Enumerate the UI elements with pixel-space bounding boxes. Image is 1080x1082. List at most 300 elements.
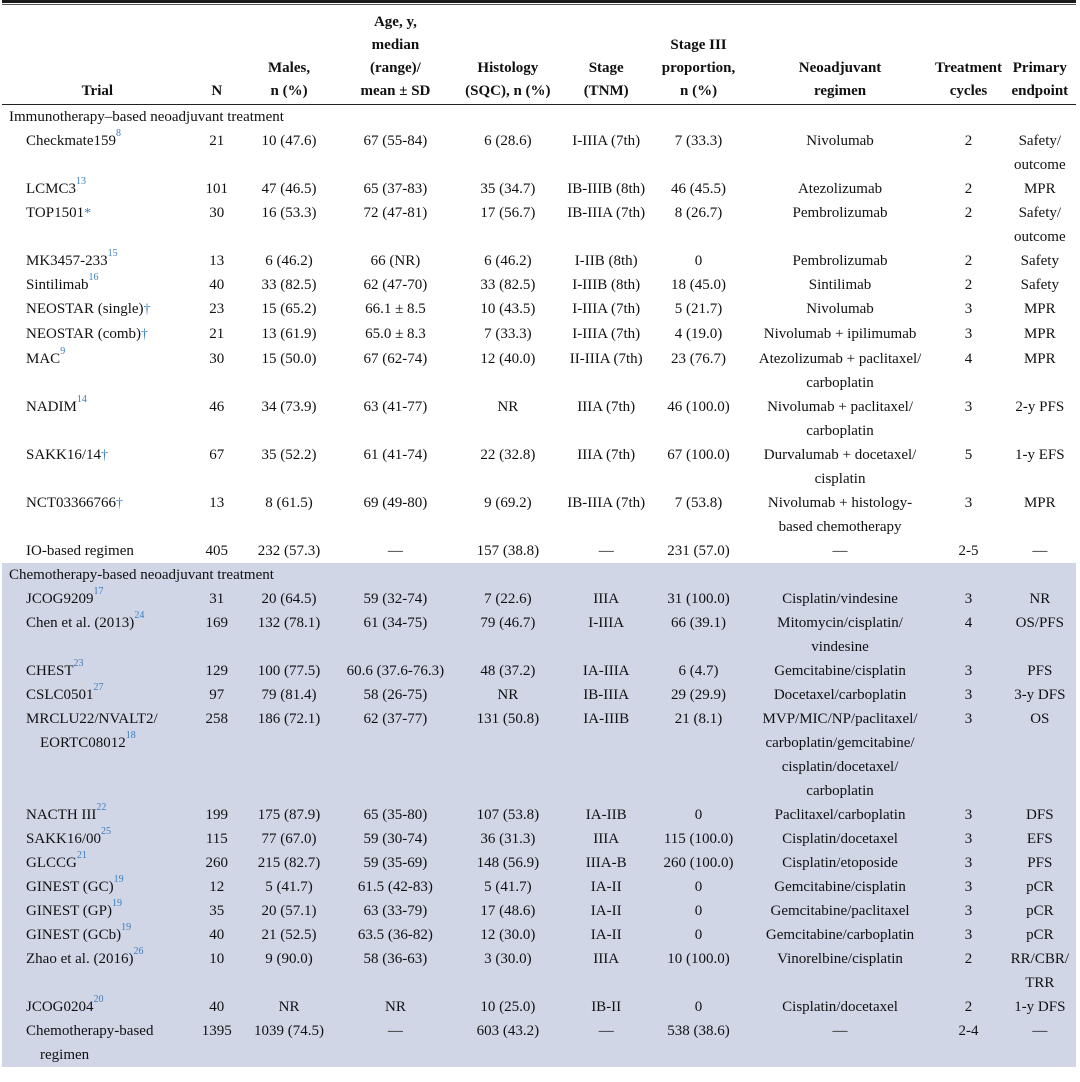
cell-males: 8 (61.5): [265, 494, 313, 511]
cell-males: NR: [241, 995, 337, 1019]
trial-name: MRCLU22/NVALT2/ EORTC08012$^{18}$: [2, 707, 193, 803]
cell-histology: 6 (46.2): [484, 252, 532, 269]
cell-stage3: 115 (100.0): [650, 827, 746, 851]
cell-stage: IA-II: [562, 899, 650, 923]
table-row: [2, 273, 1076, 297]
trial-name: Chen et al. $(2013)^{24}$: [2, 611, 193, 659]
cell-males: 15 (65.2): [261, 300, 317, 317]
section-title: Chemotherapy-based neoadjuvant treatment: [2, 563, 1076, 587]
cell-stage: —: [562, 1019, 650, 1067]
cell-endpoint: Safety/ outcome: [1013, 204, 1066, 245]
cell-endpoint: —: [1032, 542, 1048, 559]
cell-stage: I-IIIA: [562, 611, 650, 659]
cell-regimen: Paclitaxel/carboplatin: [747, 803, 934, 827]
cell-endpoint: —: [1004, 1019, 1076, 1067]
cell-cycles: 3: [933, 587, 1003, 611]
table-row: [2, 683, 1076, 707]
cell-regimen: Pembrolizumab: [792, 204, 888, 221]
cell-stage: IIIA (7th): [577, 446, 636, 463]
io-section: [2, 104, 1076, 563]
cell-cycles: 2-5: [958, 542, 979, 559]
cell-endpoint: MPR: [1023, 494, 1056, 511]
cell-n: 260: [193, 851, 241, 875]
cell-age: 67 (55-84): [363, 132, 428, 149]
cell-males: 9 (90.0): [241, 947, 337, 995]
cell-stage3: 10 (100.0): [650, 947, 746, 995]
cell-endpoint: RR/CBR/ TRR: [1004, 947, 1076, 995]
cell-stage3: 0: [650, 995, 746, 1019]
cell-stage3: 0: [650, 923, 746, 947]
cell-cycles: 2: [933, 995, 1003, 1019]
cell-age: 65.0 ± 8.3: [365, 325, 426, 342]
cell-n: 40: [193, 923, 241, 947]
cell-age: 66.1 ± 8.5: [365, 300, 426, 317]
header-histology: Histology (SQC), n (%): [465, 59, 551, 99]
cell-cycles: 3: [933, 683, 1003, 707]
cell-cycles: 2: [964, 132, 973, 149]
cell-age: 72 (47-81): [363, 204, 428, 221]
trial-name: GLCCG$^{21}$: [2, 851, 193, 875]
cell-stage3: 6 (4.7): [650, 659, 746, 683]
cell-age: 63 (41-77): [363, 398, 428, 415]
cell-stage: IB-IIIA: [562, 683, 650, 707]
cell-histology: 603 (43.2): [454, 1019, 562, 1067]
cell-n: 1395: [193, 1019, 241, 1067]
cell-stage3: 7 (33.3): [674, 132, 723, 149]
table-row: [2, 443, 1076, 491]
cell-regimen: Atezolizumab: [797, 180, 883, 197]
cell-regimen: Gemcitabine/cisplatin: [747, 659, 934, 683]
cell-regimen: Cisplatin/docetaxel: [747, 827, 934, 851]
cell-age: 66 (NR): [370, 252, 421, 269]
cell-stage: IA-IIIA: [562, 659, 650, 683]
trial-name: GINEST (GCb)$^{19}$: [2, 923, 193, 947]
cell-regimen: —: [747, 1019, 934, 1067]
cell-age: 63 (33-79): [337, 899, 453, 923]
table-row: [2, 322, 1076, 347]
cell-stage3: 4 (19.0): [674, 325, 723, 342]
cell-n: 10: [193, 947, 241, 995]
cell-histology: 131 (50.8): [454, 707, 562, 803]
cell-n: 97: [193, 683, 241, 707]
cell-regimen: Nivolumab: [806, 132, 874, 149]
cell-regimen: Cisplatin/docetaxel: [747, 995, 934, 1019]
cell-endpoint: 2-y PFS: [1015, 398, 1065, 415]
cell-regimen: Gemcitabine/cisplatin: [747, 875, 934, 899]
section-title: Immunotherapy–based neoadjuvant treatment: [9, 108, 284, 125]
cell-endpoint: PFS: [1004, 659, 1076, 683]
cell-age: 59 (30-74): [337, 827, 453, 851]
trial-name: NADIM$^{14}$: [26, 393, 87, 415]
cell-histology: 17 (56.7): [480, 204, 536, 221]
table-row: [2, 923, 1076, 947]
cell-regimen: Gemcitabine/carboplatin: [747, 923, 934, 947]
cell-n: 40: [209, 276, 225, 293]
cell-age: NR: [337, 995, 453, 1019]
section-row: [2, 563, 1076, 587]
cell-histology: 157 (38.8): [476, 542, 540, 559]
cell-age: 65 (37-83): [363, 180, 428, 197]
trial-name: SAKK16/14†: [26, 446, 109, 463]
cell-endpoint: MPR: [1023, 180, 1056, 197]
cell-n: 12: [193, 875, 241, 899]
table-row: [2, 129, 1076, 177]
trial-name: NEOSTAR (single)†: [26, 300, 151, 317]
cell-males: 100 (77.5): [241, 659, 337, 683]
cell-histology: 79 (46.7): [454, 611, 562, 659]
trial-name: $LCMC3^{13}$: [26, 175, 87, 197]
cell-regimen: Nivolumab + ipilimumab: [763, 325, 917, 342]
table-row: [2, 587, 1076, 611]
cell-histology: NR: [497, 398, 519, 415]
cell-males: 77 (67.0): [241, 827, 337, 851]
cell-stage: II-IIIA (7th): [569, 350, 643, 367]
cell-age: 61.5 (42-83): [337, 875, 453, 899]
cell-histology: 10 (25.0): [454, 995, 562, 1019]
cell-males: 232 (57.3): [257, 542, 321, 559]
cell-age: 59 (32-74): [337, 587, 453, 611]
table-row: [2, 995, 1076, 1019]
cell-stage: IA-II: [562, 875, 650, 899]
cell-n: 405: [205, 542, 229, 559]
cell-n: 13: [209, 252, 225, 269]
trial-name: NEOSTAR (comb)†: [26, 325, 149, 342]
cell-cycles: 3: [933, 875, 1003, 899]
cell-cycles: 4: [933, 611, 1003, 659]
cell-males: 6 (46.2): [265, 252, 313, 269]
cell-n: 30: [209, 350, 225, 367]
trial-name: CSLC0501$^{27}$: [2, 683, 193, 707]
cell-n: 258: [193, 707, 241, 803]
trial-name: Zhao et al. $(2016)^{26}$: [2, 947, 193, 995]
cell-histology: 22 (32.8): [480, 446, 536, 463]
cell-age: 63.5 (36-82): [337, 923, 453, 947]
cell-stage: IIIA-B: [562, 851, 650, 875]
table-row: [2, 803, 1076, 827]
cell-histology: 33 (82.5): [480, 276, 536, 293]
cell-endpoint: MPR: [1023, 300, 1056, 317]
cell-n: 101: [205, 180, 229, 197]
cell-endpoint: 1-y DFS: [1004, 995, 1076, 1019]
cell-males: 132 (78.1): [241, 611, 337, 659]
cell-cycles: 3: [933, 899, 1003, 923]
header-age: Age, y, median (range)/ mean ± SD: [360, 13, 431, 99]
table-header: [2, 8, 1076, 104]
cell-n: 21: [209, 132, 225, 149]
table-row: [2, 611, 1076, 659]
cell-age: 69 (49-80): [363, 494, 428, 511]
cell-age: 61 (34-75): [337, 611, 453, 659]
cell-histology: 7 (22.6): [454, 587, 562, 611]
header-males: Males, n (%): [268, 59, 311, 99]
cell-males: 79 (81.4): [241, 683, 337, 707]
cell-males: 175 (87.9): [241, 803, 337, 827]
cell-endpoint: EFS: [1004, 827, 1076, 851]
cell-endpoint: MPR: [1023, 350, 1056, 367]
cell-cycles: 3: [964, 398, 973, 415]
cell-stage3: 67 (100.0): [667, 446, 730, 463]
cell-regimen: Docetaxel/carboplatin: [747, 683, 934, 707]
cell-n: 30: [209, 204, 225, 221]
cell-histology: 107 (53.8): [454, 803, 562, 827]
cell-regimen: Nivolumab: [806, 300, 874, 317]
summary-row: [2, 1019, 1076, 1067]
cell-stage3: 7 (53.8): [674, 494, 723, 511]
cell-stage: IB-IIIB (8th): [567, 180, 646, 197]
chemo-section: [2, 563, 1076, 1067]
cell-stage: I-IIIA (7th): [572, 300, 641, 317]
table-row: [2, 177, 1076, 201]
cell-stage3: 46 (45.5): [671, 180, 727, 197]
cell-histology: 12 (40.0): [480, 350, 536, 367]
cell-regimen: Atezolizumab + paclitaxel/ carboplatin: [758, 350, 922, 391]
cell-endpoint: OS/PFS: [1004, 611, 1076, 659]
cell-n: 67: [209, 446, 225, 463]
cell-endpoint: 3-y DFS: [1004, 683, 1076, 707]
cell-endpoint: PFS: [1004, 851, 1076, 875]
trial-name: $MK3457-233^{15}$: [26, 247, 118, 269]
cell-males: 33 (82.5): [261, 276, 317, 293]
cell-males: 16 (53.3): [261, 204, 317, 221]
cell-cycles: 2-4: [933, 1019, 1003, 1067]
cell-stage: IB-IIIA (7th): [567, 494, 646, 511]
cell-stage3: 260 (100.0): [650, 851, 746, 875]
cell-cycles: 2: [964, 204, 973, 221]
cell-stage3: 5 (21.7): [674, 300, 723, 317]
top-rule-thin: [2, 4, 1076, 5]
cell-n: 199: [193, 803, 241, 827]
cell-n: 115: [193, 827, 241, 851]
cell-males: 10 (47.6): [261, 132, 317, 149]
header-stage: Stage (TNM): [583, 59, 629, 99]
cell-endpoint: Safety: [1020, 276, 1059, 293]
header-cycles: Treatment cycles: [935, 59, 1002, 99]
trial-name: MAC$^9$: [26, 345, 66, 367]
trial-name: JCOG9209$^{17}$: [2, 587, 193, 611]
cell-males: 35 (52.2): [261, 446, 317, 463]
cell-regimen: Gemcitabine/paclitaxel: [747, 899, 934, 923]
cell-stage3: 29 (29.9): [650, 683, 746, 707]
cell-histology: 36 (31.3): [454, 827, 562, 851]
cell-n: 13: [209, 494, 225, 511]
cell-histology: 35 (34.7): [480, 180, 536, 197]
cell-stage3: 0: [650, 899, 746, 923]
cell-males: 20 (57.1): [241, 899, 337, 923]
cell-stage3: 66 (39.1): [650, 611, 746, 659]
trial-name: $Checkmate159^8$: [26, 127, 121, 149]
cell-endpoint: pCR: [1004, 923, 1076, 947]
cell-histology: 7 (33.3): [484, 325, 532, 342]
trial-name: GINEST (GC)$^{19}$: [2, 875, 193, 899]
cell-histology: 9 (69.2): [484, 494, 532, 511]
cell-stage3: 46 (100.0): [667, 398, 730, 415]
cell-males: 186 (72.1): [241, 707, 337, 803]
cell-stage: IIIA: [562, 947, 650, 995]
cell-age: —: [337, 1019, 453, 1067]
cell-histology: 10 (43.5): [480, 300, 536, 317]
cell-cycles: 3: [964, 300, 973, 317]
trial-name: Sintilimab$^{16}$: [26, 271, 99, 293]
cell-cycles: 3: [964, 494, 973, 511]
cell-cycles: 3: [933, 923, 1003, 947]
cell-stage: IA-IIB: [562, 803, 650, 827]
trial-name: IO-based regimen: [26, 542, 134, 559]
trial-name: TOP1501*: [26, 204, 92, 221]
cell-stage: I-IIIA (7th): [572, 325, 641, 342]
trial-name: $SAKK16/00^{25}$: [2, 827, 193, 851]
cell-age: 58 (26-75): [337, 683, 453, 707]
cell-n: 129: [193, 659, 241, 683]
cell-n: 46: [209, 398, 225, 415]
trials-table: [2, 8, 1076, 1067]
section-row: [2, 104, 1076, 129]
table-row: [2, 395, 1076, 443]
cell-stage: IB-II: [562, 995, 650, 1019]
cell-cycles: 2: [964, 276, 973, 293]
cell-stage3: 231 (57.0): [667, 542, 730, 559]
cell-stage3: 8 (26.7): [674, 204, 723, 221]
cell-age: 62 (37-77): [337, 707, 453, 803]
cell-cycles: 3: [933, 827, 1003, 851]
cell-regimen: Sintilimab: [808, 276, 872, 293]
cell-endpoint: pCR: [1004, 875, 1076, 899]
table-row: [2, 297, 1076, 322]
table-row: [2, 347, 1076, 395]
cell-regimen: MVP/MIC/NP/paclitaxel/ carboplatin/gemcitabine/ cisplatin/docetaxel/ carboplatin: [747, 707, 934, 803]
cell-age: 67 (62-74): [363, 350, 428, 367]
cell-males: 47 (46.5): [261, 180, 317, 197]
cell-cycles: 3: [964, 325, 973, 342]
cell-endpoint: NR: [1004, 587, 1076, 611]
cell-regimen: Vinorelbine/cisplatin: [747, 947, 934, 995]
cell-age: 62 (47-70): [363, 276, 428, 293]
cell-n: 23: [209, 300, 225, 317]
cell-n: 21: [209, 325, 225, 342]
cell-stage: IB-IIIA (7th): [567, 204, 646, 221]
table-row: [2, 659, 1076, 683]
cell-stage3: 21 (8.1): [650, 707, 746, 803]
cell-histology: 48 (37.2): [454, 659, 562, 683]
cell-males: 5 (41.7): [241, 875, 337, 899]
cell-histology: 3 (30.0): [454, 947, 562, 995]
cell-males: 1039 (74.5): [241, 1019, 337, 1067]
cell-regimen: Durvalumab + docetaxel/ cisplatin: [763, 446, 917, 487]
cell-males: 21 (52.5): [241, 923, 337, 947]
cell-n: 40: [193, 995, 241, 1019]
cell-endpoint: MPR: [1023, 325, 1056, 342]
cell-age: 65 (35-80): [337, 803, 453, 827]
cell-stage: IA-II: [562, 923, 650, 947]
cell-males: 15 (50.0): [261, 350, 317, 367]
cell-males: 13 (61.9): [261, 325, 317, 342]
table-row: [2, 249, 1076, 273]
cell-stage3: 18 (45.0): [671, 276, 727, 293]
cell-histology: NR: [454, 683, 562, 707]
cell-age: —: [387, 542, 403, 559]
cell-age: 60.6 (37.6-76.3): [337, 659, 453, 683]
header-stage-iii: Stage III proportion, n (%): [661, 36, 736, 99]
cell-n: 35: [193, 899, 241, 923]
trial-name: JCOG0204$^{20}$: [2, 995, 193, 1019]
cell-males: 215 (82.7): [241, 851, 337, 875]
cell-age: 59 (35-69): [337, 851, 453, 875]
cell-cycles: 5: [964, 446, 973, 463]
cell-males: 34 (73.9): [261, 398, 317, 415]
table-row: [2, 851, 1076, 875]
table-row: [2, 707, 1076, 803]
cell-regimen: —: [832, 542, 848, 559]
cell-endpoint: Safety/ outcome: [1013, 132, 1066, 173]
table-row: [2, 947, 1076, 995]
cell-endpoint: OS: [1004, 707, 1076, 803]
cell-stage: IA-IIIB: [562, 707, 650, 803]
cell-cycles: 4: [964, 350, 973, 367]
table-row: [2, 875, 1076, 899]
cell-histology: 12 (30.0): [454, 923, 562, 947]
header-trial: Trial: [81, 82, 114, 99]
cell-age: 58 (36-63): [337, 947, 453, 995]
cell-histology: 5 (41.7): [454, 875, 562, 899]
cell-histology: 6 (28.6): [484, 132, 532, 149]
cell-endpoint: 1-y EFS: [1015, 446, 1065, 463]
cell-regimen: Pembrolizumab: [792, 252, 888, 269]
cell-regimen: Cisplatin/etoposide: [747, 851, 934, 875]
cell-cycles: 2: [933, 947, 1003, 995]
cell-stage3: 0: [650, 875, 746, 899]
table-row: [2, 827, 1076, 851]
cell-regimen: Mitomycin/cisplatin/ vindesine: [747, 611, 934, 659]
summary-row: [2, 539, 1076, 563]
cell-stage: I-IIB (8th): [574, 252, 638, 269]
cell-stage3: 23 (76.7): [671, 350, 727, 367]
cell-stage: —: [598, 542, 614, 559]
cell-stage3: 538 (38.6): [650, 1019, 746, 1067]
cell-histology: 148 (56.9): [454, 851, 562, 875]
cell-cycles: 3: [933, 659, 1003, 683]
cell-cycles: 3: [933, 851, 1003, 875]
cell-cycles: 2: [964, 180, 973, 197]
cell-regimen: Nivolumab + histology- based chemotherapy: [767, 494, 913, 535]
cell-age: 61 (41-74): [363, 446, 428, 463]
cell-endpoint: DFS: [1004, 803, 1076, 827]
cell-regimen: Cisplatin/vindesine: [747, 587, 934, 611]
cell-stage: I-IIIB (8th): [572, 276, 641, 293]
table-row: [2, 491, 1076, 539]
cell-stage3: 31 (100.0): [650, 587, 746, 611]
trial-name: CHEST$^{23}$: [2, 659, 193, 683]
cell-stage: I-IIIA (7th): [572, 132, 641, 149]
header-regimen: Neoadjuvant regimen: [798, 59, 882, 99]
cell-stage: IIIA: [562, 587, 650, 611]
cell-stage: IIIA: [562, 827, 650, 851]
top-rule: [2, 0, 1076, 3]
cell-histology: 17 (48.6): [454, 899, 562, 923]
header-endpoint: Primary endpoint: [1011, 59, 1069, 99]
trial-name: Chemotherapy-based regimen: [2, 1019, 193, 1067]
cell-males: 20 (64.5): [241, 587, 337, 611]
cell-stage: IIIA (7th): [577, 398, 636, 415]
table-row: [2, 201, 1076, 249]
cell-endpoint: pCR: [1004, 899, 1076, 923]
trial-name: GINEST (GP)$^{19}$: [2, 899, 193, 923]
table-row: [2, 899, 1076, 923]
header-n: N: [211, 82, 223, 99]
cell-cycles: 3: [933, 707, 1003, 803]
cell-stage3: 0: [650, 803, 746, 827]
cell-cycles: 3: [933, 803, 1003, 827]
cell-stage3: 0: [694, 252, 703, 269]
cell-regimen: Nivolumab + paclitaxel/ carboplatin: [767, 398, 913, 439]
